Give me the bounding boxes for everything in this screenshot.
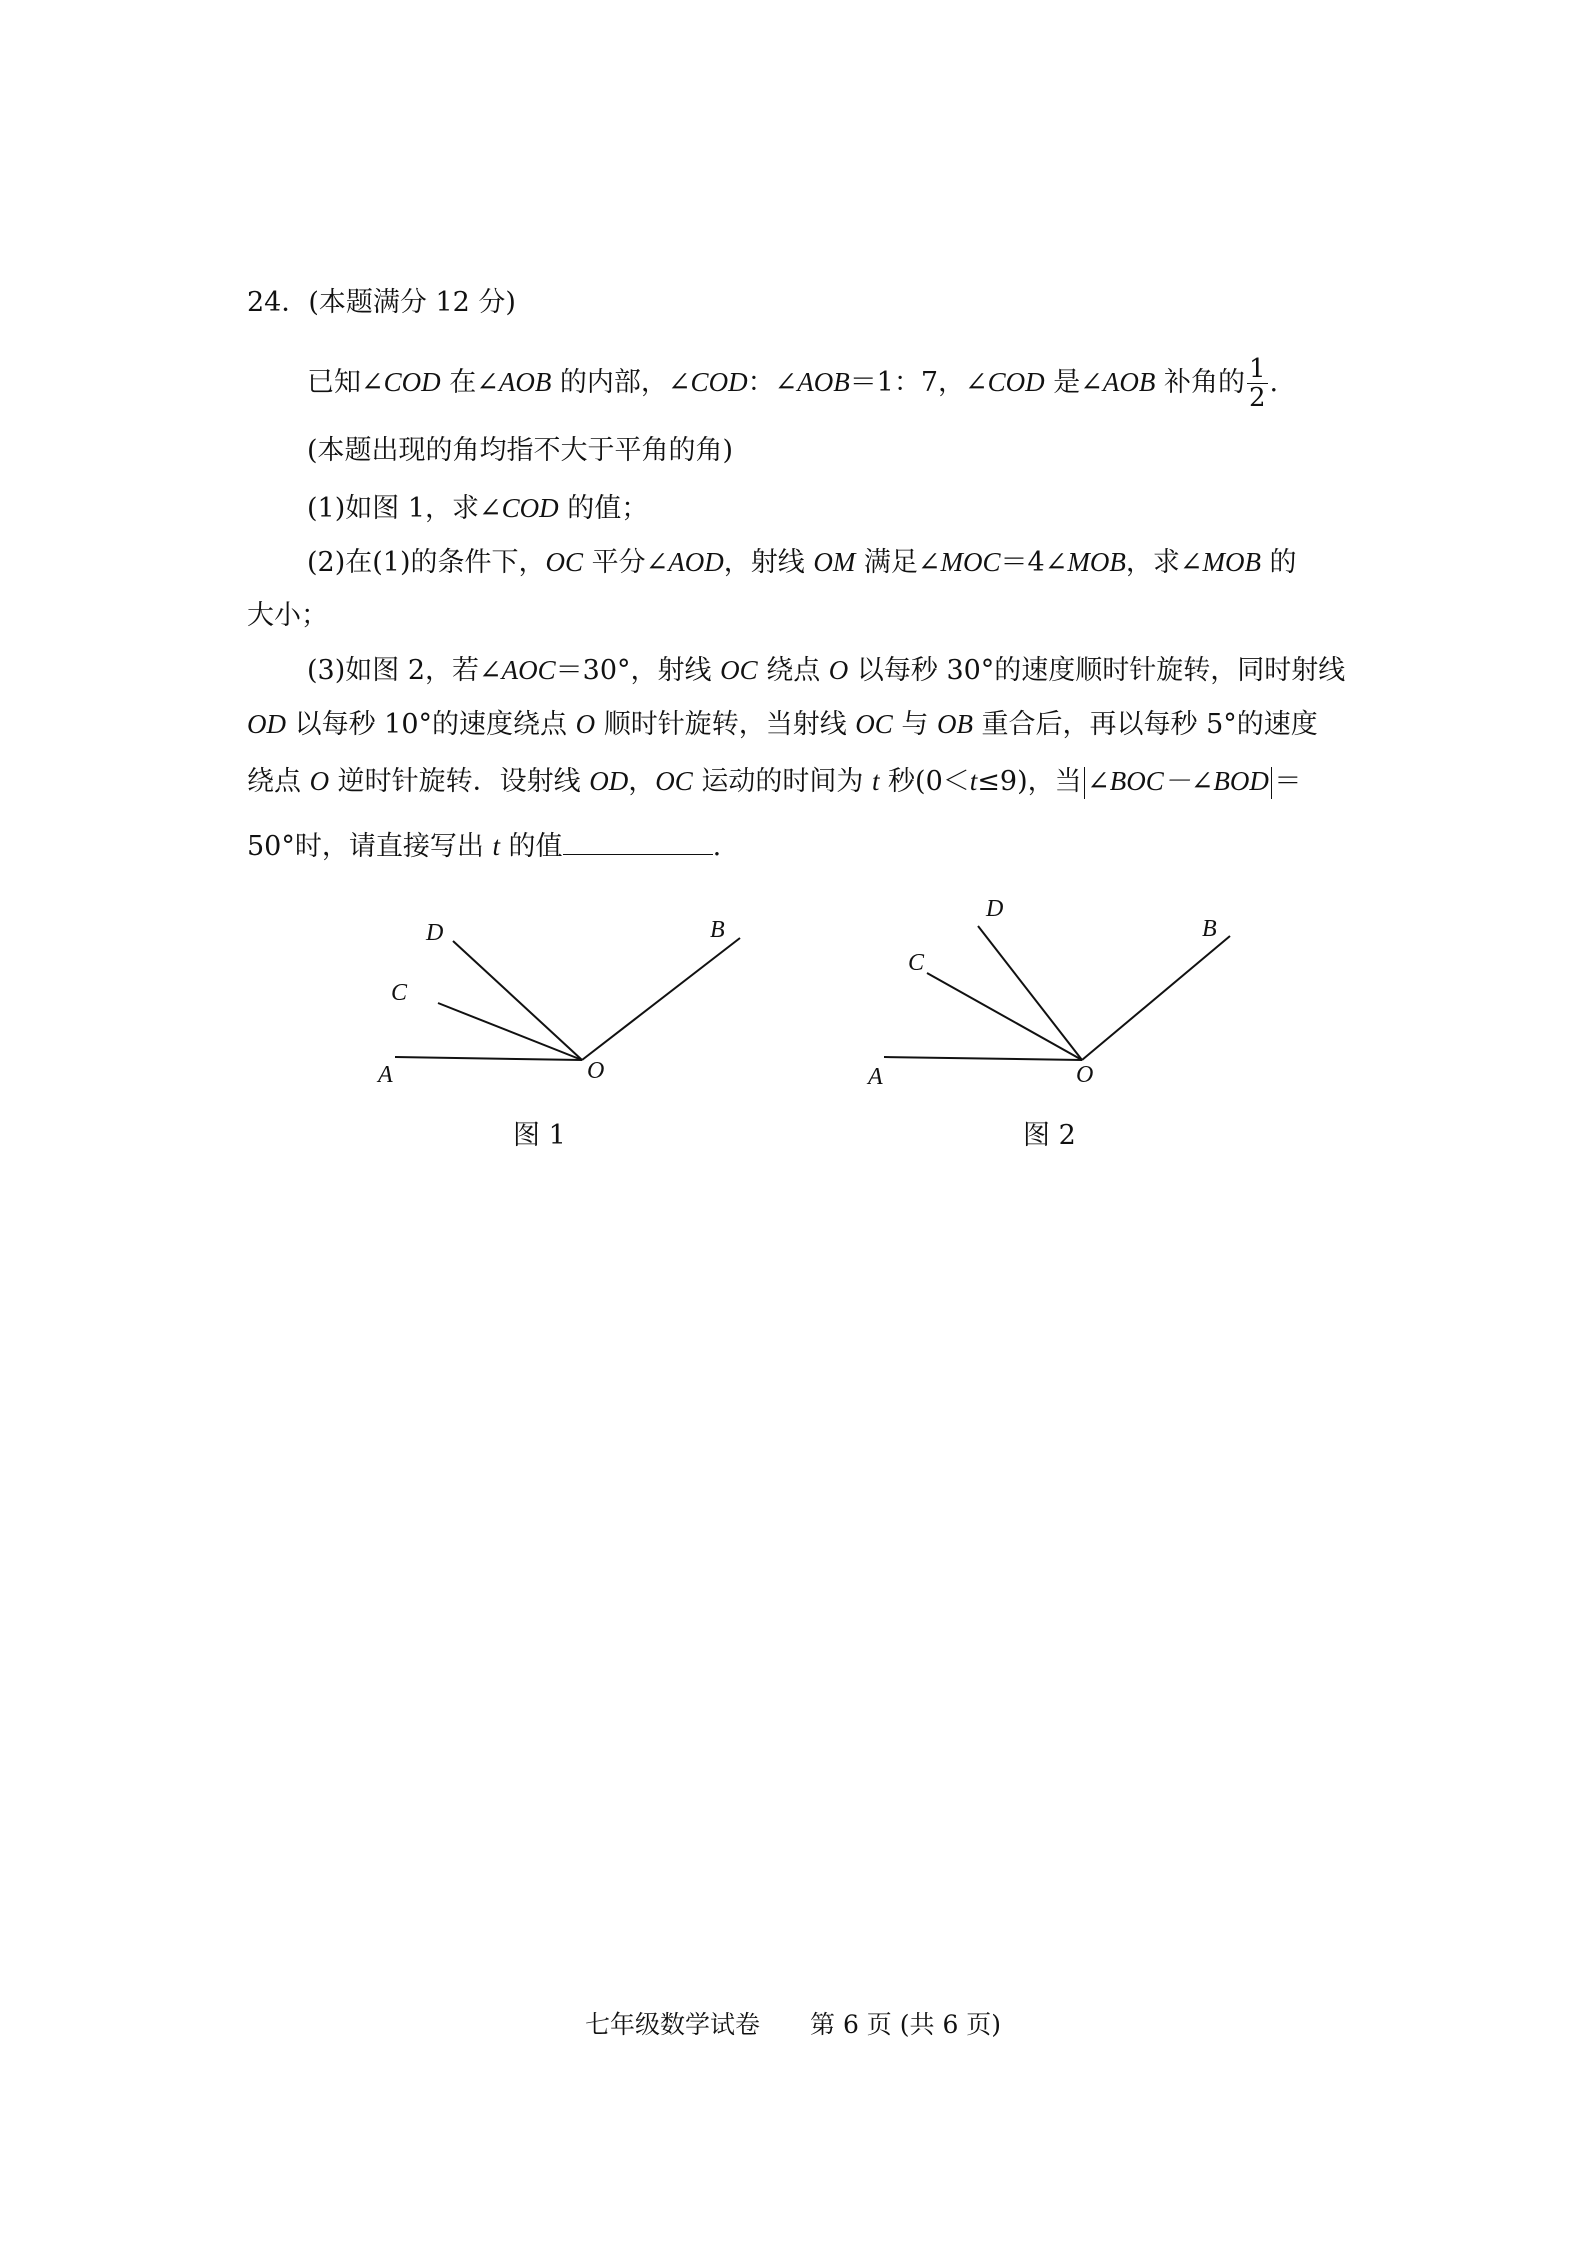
math: ∠MOC bbox=[917, 547, 1001, 577]
text: . bbox=[712, 831, 722, 862]
text: ， bbox=[628, 766, 656, 797]
math: OC bbox=[545, 547, 584, 577]
math: ∠AOB bbox=[476, 367, 552, 397]
ray-ob bbox=[582, 938, 740, 1060]
part-3-line-4 bbox=[247, 828, 721, 865]
abs-bar-right bbox=[1271, 767, 1273, 799]
math: OD bbox=[247, 709, 286, 739]
math: ∠MOB bbox=[1179, 547, 1261, 577]
text: ＝30°，射线 bbox=[555, 655, 721, 686]
math: t bbox=[871, 766, 880, 796]
label-a: A bbox=[378, 1062, 393, 1088]
math: O bbox=[828, 655, 849, 685]
question-note: (本题出现的角均指不大于平角的角) bbox=[307, 435, 734, 466]
text: 补角的 bbox=[1155, 367, 1245, 398]
text: 的值； bbox=[558, 493, 649, 524]
math: OC bbox=[720, 655, 758, 685]
text: 逆时针旋转．设射线 bbox=[329, 766, 590, 797]
label-c: C bbox=[391, 980, 408, 1006]
math: ∠BOC－∠BOD bbox=[1087, 766, 1269, 796]
text: (2)在(1)的条件下， bbox=[307, 547, 546, 578]
text: 的 bbox=[1260, 547, 1297, 578]
text: 已知 bbox=[307, 367, 361, 398]
abs-bar-left bbox=[1084, 767, 1086, 799]
part-3-line-3 bbox=[247, 763, 1301, 800]
label-d: D bbox=[426, 920, 444, 946]
math: OC bbox=[855, 709, 893, 739]
part-3-line-1 bbox=[307, 652, 1345, 689]
text: ，求 bbox=[1125, 547, 1180, 578]
part-2-line-1 bbox=[307, 544, 1297, 581]
page-footer: 七年级数学试卷 第 6 页 (共 6 页) bbox=[585, 2010, 1002, 2039]
text: (3)如图 2，若 bbox=[307, 655, 480, 686]
math: ∠AOB bbox=[774, 367, 850, 397]
question-stem bbox=[307, 355, 1278, 412]
text: 重合后，再以每秒 5°的速度 bbox=[972, 709, 1318, 740]
label-a: A bbox=[868, 1064, 883, 1090]
text: (1)如图 1，求 bbox=[307, 493, 480, 524]
math: t bbox=[969, 766, 978, 796]
text: 是 bbox=[1044, 367, 1081, 398]
math: t bbox=[492, 831, 500, 861]
math: ∠AOD bbox=[645, 547, 724, 577]
text: 的内部， bbox=[551, 367, 668, 398]
part-1 bbox=[307, 490, 648, 527]
text: 满足 bbox=[855, 547, 918, 578]
math: ∠COD bbox=[667, 367, 748, 397]
figure-1-caption: 图 1 bbox=[513, 1120, 566, 1151]
ray-oc bbox=[438, 1003, 582, 1060]
text: 平分 bbox=[583, 547, 646, 578]
math: O bbox=[309, 766, 330, 796]
ray-od bbox=[978, 926, 1082, 1060]
figure-2 bbox=[850, 880, 1250, 1100]
text: 运动的时间为 bbox=[692, 766, 872, 797]
ray-oa bbox=[884, 1057, 1082, 1060]
text: 顺时针旋转，当射线 bbox=[595, 709, 856, 740]
text: 绕点 bbox=[757, 655, 829, 686]
answer-blank[interactable] bbox=[563, 830, 713, 855]
ray-oa bbox=[395, 1057, 582, 1060]
text: 在 bbox=[440, 367, 477, 398]
fraction-denominator: 2 bbox=[1248, 383, 1266, 413]
text: 与 bbox=[892, 709, 937, 740]
fraction-one-half bbox=[1247, 355, 1268, 412]
math: ∠AOB bbox=[1080, 367, 1156, 397]
math: ∠MOB bbox=[1044, 547, 1126, 577]
label-b: B bbox=[1202, 916, 1217, 942]
math: ∠AOC bbox=[479, 655, 556, 685]
text: ＝4 bbox=[1000, 547, 1045, 578]
math: OB bbox=[936, 709, 973, 739]
part-2-line-2: 大小； bbox=[247, 600, 328, 631]
text: . bbox=[1269, 367, 1279, 398]
text: 的值 bbox=[499, 831, 563, 862]
math: ∠COD bbox=[965, 367, 1045, 397]
question-header: 24．(本题满分 12 分) bbox=[247, 287, 516, 318]
text: ＝ bbox=[1274, 766, 1302, 797]
label-o: O bbox=[587, 1058, 605, 1084]
ray-ob bbox=[1082, 936, 1230, 1060]
math: ∠COD bbox=[361, 367, 441, 397]
label-d: D bbox=[986, 896, 1004, 922]
math: O bbox=[575, 709, 596, 739]
text: 以每秒 10°的速度绕点 bbox=[286, 709, 576, 740]
figure-2-caption: 图 2 bbox=[1023, 1120, 1076, 1151]
label-b: B bbox=[710, 917, 725, 943]
text: 秒(0＜ bbox=[879, 766, 970, 797]
ray-oc bbox=[927, 973, 1082, 1060]
math: ∠COD bbox=[479, 493, 559, 523]
fraction-numerator: 1 bbox=[1248, 354, 1266, 384]
ray-od bbox=[453, 941, 582, 1060]
text: 50°时，请直接写出 bbox=[247, 831, 493, 862]
math: OC bbox=[655, 766, 693, 796]
text: ≤9)，当 bbox=[977, 766, 1082, 797]
figure-1 bbox=[360, 900, 760, 1100]
text: ，射线 bbox=[723, 547, 814, 578]
text: 以每秒 30°的速度顺时针旋转，同时射线 bbox=[848, 655, 1346, 686]
text: 绕点 bbox=[247, 766, 310, 797]
math: OD bbox=[589, 766, 629, 796]
label-c: C bbox=[908, 950, 925, 976]
text: ： bbox=[747, 367, 775, 398]
math: OM bbox=[813, 547, 856, 577]
part-3-line-2 bbox=[247, 706, 1318, 743]
text: ＝1：7， bbox=[849, 367, 966, 398]
label-o: O bbox=[1076, 1062, 1094, 1088]
